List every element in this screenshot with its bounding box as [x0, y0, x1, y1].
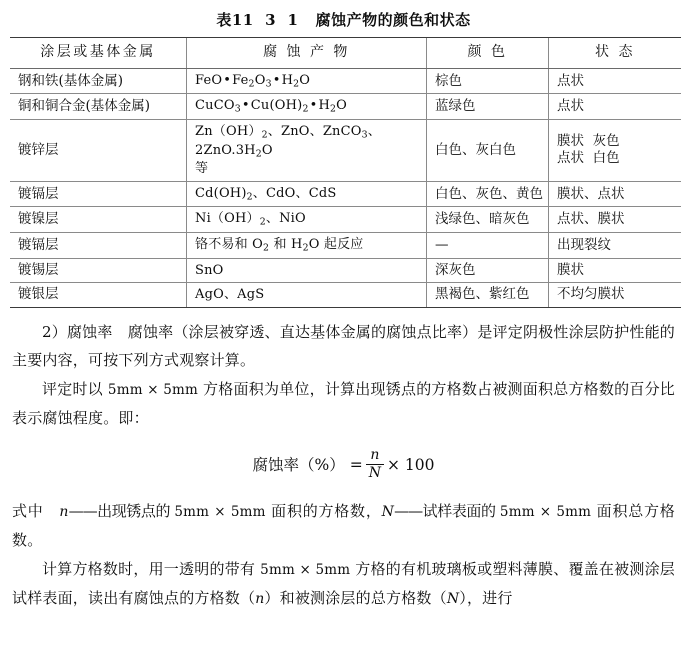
table-body: [10, 68, 681, 307]
symbol-n: n: [59, 503, 69, 520]
cell-color: 黑褐色、紫红色: [427, 283, 549, 308]
column-header-color: 颜 色: [427, 38, 549, 69]
cell-product: $Cd(OH)_2$、CdO、CdS: [187, 181, 427, 207]
cell-material: 镀镉层: [10, 233, 187, 259]
cell-product: 铬不易和 $O_2$ 和 $H_2O$ 起反应: [187, 233, 427, 259]
cell-color: 棕色: [427, 68, 549, 94]
symbol-N: N: [381, 503, 395, 520]
para3-part-b: ——出现锈点的: [68, 501, 175, 520]
formula-equals: =: [349, 455, 363, 474]
cell-color: 浅绿色、暗灰色: [427, 207, 549, 233]
cell-material: 钢和铁(基体金属): [10, 68, 187, 94]
table-header: [10, 38, 681, 69]
table-header-row: [10, 38, 681, 69]
cell-state: 膜状: [549, 258, 682, 283]
para4-part-b: 方格的有机玻璃板或塑料薄膜、覆盖在被测涂层试样表面，读出有腐蚀点的方格数（: [12, 559, 676, 608]
column-header-state: 状 态: [549, 38, 682, 69]
table-row: [10, 258, 681, 283]
table-row: [10, 94, 681, 120]
cell-state: 点状: [549, 68, 682, 94]
cell-product: $Zn(OH)_2$、ZnO、ZnCO$_3$、$2ZnO.3H_2O$ 等: [187, 120, 427, 182]
para2-part-b: 方格面积为单位，计算出现锈点的方格数占被测面积总方格数的百分比表示腐蚀程度。即：: [12, 379, 676, 428]
paragraph-corrosion-rate-intro: 2）腐蚀率 腐蚀率（涂层被穿透、直达基体金属的腐蚀点比率）是评定阴极性涂层防护性能的主要内容，可按下列方式观察计算。: [12, 322, 675, 370]
cell-color: 蓝绿色: [427, 94, 549, 120]
symbol-N-inline: N: [446, 591, 460, 608]
cell-product: $FeO•Fe_2O_3•H_2O$: [187, 68, 427, 94]
cell-state: 不均匀膜状: [549, 283, 682, 308]
cell-material: 镀锌层: [10, 120, 187, 182]
para3-dimension-1: 5mm × 5mm: [174, 503, 266, 520]
corrosion-products-table: [10, 37, 681, 308]
paragraph-counting-method: [10, 555, 677, 614]
formula-numerator: n: [366, 448, 384, 465]
para3-part-c: 面积的方格数，: [265, 501, 382, 520]
formula-lhs: 腐蚀率（%）: [252, 455, 345, 474]
table-row: [10, 120, 681, 182]
cell-product: $Ni(OH)_2$、NiO: [187, 207, 427, 233]
cell-material: 铜和铜合金(基体金属): [10, 94, 187, 120]
para2-dimension: 5mm × 5mm: [107, 381, 199, 398]
table-row: [10, 181, 681, 207]
cell-state: 出现裂纹: [549, 233, 682, 259]
para4-part-d: ），进行: [459, 589, 513, 608]
para4-part-c: ）和被测涂层的总方格数（: [264, 589, 447, 608]
cell-material: 镀锡层: [10, 258, 187, 283]
table-row: [10, 207, 681, 233]
cell-material: 镀镉层: [10, 181, 187, 207]
column-header-material: 涂层或基体金属: [10, 38, 187, 69]
table-row: [10, 68, 681, 94]
table-caption: 表11 3 1 腐蚀产物的颜色和状态: [216, 11, 471, 29]
para3-dimension-2: 5mm × 5mm: [499, 503, 592, 520]
formula-denominator: N: [368, 465, 381, 482]
table-row: [10, 233, 681, 259]
cell-state: 膜状、点状: [549, 181, 682, 207]
para4-dimension: 5mm × 5mm: [260, 561, 351, 578]
para3-part-a: 式中: [12, 501, 60, 520]
formula-fraction: [366, 448, 384, 482]
para2-part-a: 评定时以: [42, 379, 108, 398]
cell-color: —: [427, 233, 549, 259]
para3-part-e: 面积总方格数。: [12, 501, 675, 550]
cell-material: 镀镍层: [10, 207, 187, 233]
para3-part-d: ——试样表面的: [394, 501, 500, 520]
cell-color: 白色、灰白色: [427, 120, 549, 182]
symbol-n-inline: n: [255, 591, 265, 608]
cell-state: 点状、膜状: [549, 207, 682, 233]
cell-color: 白色、灰色、黄色: [427, 181, 549, 207]
cell-product: AgO、AgS: [187, 283, 427, 308]
cell-state-line2: 点状 白色: [557, 150, 620, 167]
cell-color: 深灰色: [427, 258, 549, 283]
column-header-product: 腐 蚀 产 物: [187, 38, 427, 69]
cell-material: 镀银层: [10, 283, 187, 308]
corrosion-rate-formula: [10, 446, 677, 483]
cell-product: $CuCO_3•Cu(OH)_2•H_2O$: [187, 94, 427, 120]
paragraph-evaluation-method: [10, 375, 677, 433]
cell-state: 点状: [549, 94, 682, 120]
para4-part-a: 计算方格数时，用一透明的带有: [42, 559, 261, 578]
cell-state-line1: 膜状 灰色: [557, 133, 620, 150]
formula-times-100: × 100: [386, 455, 435, 474]
cell-product: SnO: [187, 258, 427, 283]
table-row: [10, 283, 681, 308]
paragraph-symbol-definitions: [10, 497, 677, 555]
cell-state: [549, 120, 682, 182]
